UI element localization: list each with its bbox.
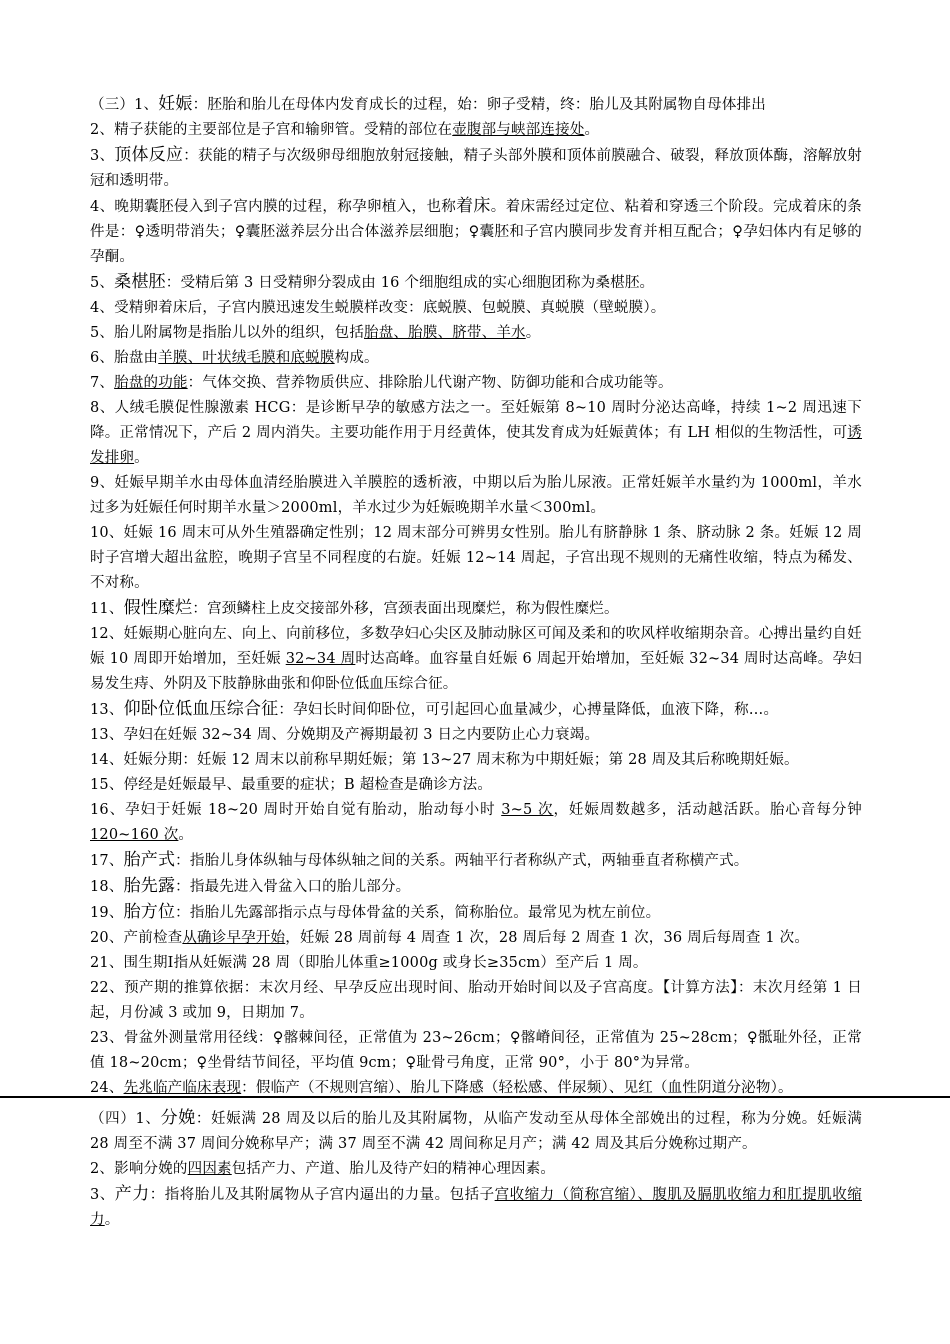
paragraph: 9、妊娠早期羊水由母体血清经胎膜进入羊膜腔的透析液，中期以后为胎儿尿液。正常妊娠羊水量约为 1000ml，羊水过多为妊娠任何时期羊水量＞2000ml，羊水过少为妊娠晚期羊水量＜300ml。: [90, 475, 862, 516]
text: 构成。: [334, 350, 379, 366]
text: 包括产力、产道、胎儿及待产妇的精神心理因素。: [231, 1161, 556, 1177]
paragraph: [90, 1182, 862, 1233]
underlined-text: 胎盘、胎膜、脐带、羊水: [364, 325, 526, 341]
text: 。: [525, 325, 541, 341]
term: 假性糜烂: [123, 598, 193, 618]
underlined-text: 先兆临产临床表现: [123, 1080, 242, 1096]
text: ：胚胎和胎儿在母体内发育成长的过程，始：卵子受精，终：胎儿及其附属物自母体排出: [192, 97, 766, 113]
text: 2、影响分娩的: [90, 1161, 188, 1177]
paragraph: [90, 1157, 862, 1182]
term: 胎先露: [123, 876, 176, 896]
text: ：气体交换、营养物质供应、排除胎儿代谢产物、防御功能和合成功能等。: [187, 375, 673, 391]
text: 。着床需经过定位、粘着和穿透三个阶段。完成着床的条件是：♀透明带消失；♀囊胚滋养层分出合体滋养层细胞；♀囊胚和子宫内膜同步发育并相互配合；♀孕妇体内有足够的孕酮。: [90, 199, 862, 265]
text: 17、: [90, 853, 124, 869]
text: 3、: [90, 1187, 115, 1203]
text: 2、精子获能的主要部位是子宫和输卵管。受精的部位在: [90, 122, 453, 138]
text: ：指胎儿身体纵轴与母体纵轴之间的关系。两轴平行者称纵产式，两轴垂直者称横产式。: [175, 853, 749, 869]
section-four: [90, 1106, 862, 1233]
paragraph: [90, 874, 862, 900]
text: 7、: [90, 375, 115, 391]
paragraph: [90, 1106, 862, 1157]
text: 11、: [90, 601, 124, 617]
underlined-text: 四因素: [187, 1161, 232, 1177]
underlined-text: 宫收缩力（简称宫缩）、腹肌及膈肌收缩力和肛提肌收缩力: [90, 1187, 862, 1228]
text: 。: [104, 1212, 120, 1228]
paragraph: [90, 118, 862, 143]
text: 5、胎儿附属物是指胎儿以外的组织，包括: [90, 325, 365, 341]
text: ：指最先进入骨盆入口的胎儿部分。: [175, 879, 411, 895]
text: ：受精后第 3 日受精卵分裂成由 16 个细胞组成的实心细胞团称为桑椹胚。: [165, 275, 655, 291]
text: 19、: [90, 905, 124, 921]
underlined-text: 120~160 次: [90, 827, 179, 843]
section-three: [90, 92, 862, 1101]
text: 。: [584, 122, 600, 138]
term: 仰卧位低血压综合征: [123, 699, 279, 719]
paragraph: [90, 396, 862, 471]
paragraph: 4、受精卵着床后，子宫内膜迅速发生蜕膜样改变：底蜕膜、包蜕膜、真蜕膜（壁蜕膜）。: [90, 300, 666, 316]
text: 时达高峰。血容量自妊娠 6 周起开始增加，至妊娠 32~34 周时达高峰。孕妇易发生痔、外阴及下肢静脉曲张和仰卧位低血压综合征。: [90, 651, 863, 692]
underlined-text: 羊膜、叶状绒毛膜和底蜕膜: [158, 350, 335, 366]
paragraph: [90, 900, 862, 926]
paragraph: [90, 143, 862, 194]
term: 顶体反应: [114, 145, 184, 165]
underlined-text: 胎盘的功能: [114, 375, 188, 391]
paragraph: 22、预产期的推算依据：末次月经、早孕反应出现时间、胎动开始时间以及子宫高度。【计算方法】：末次月经第 1 日起，月份减 3 或加 9，日期加 7。: [90, 980, 862, 1021]
text: （四）1、: [90, 1111, 161, 1127]
underlined-text: 3~5 次: [501, 802, 554, 818]
text: ：妊娠满 28 周及以后的胎儿及其附属物，从临产发动至从母体全部娩出的过程，称为分娩。妊娠满 28 周至不满 37 周间分娩称早产；满 37 周至不满 42 周间称足月产；满 42 周及其后分娩称过期产。: [90, 1111, 862, 1152]
text: ：假临产（不规则宫缩）、胎儿下降感（轻松感、伴尿频）、见红（血性阴道分泌物）。: [241, 1080, 793, 1096]
text: 4、晚期囊胚侵入到子宫内膜的过程，称孕卵植入，也称: [90, 199, 457, 215]
text: 8、人绒毛膜促性腺激素 HCG：是诊断早孕的敏感方法之一。至妊娠第 8~10 周时分泌达高峰，持续 1~2 周迅速下降。正常情况下，产后 2 周内消失。主要功能作用于月经黄体，使其发育成为妊娠黄体；有 LH 相似的生物活性，可: [90, 400, 862, 441]
paragraph: [90, 596, 862, 622]
text: ，妊娠周数越多，活动越活跃。胎心音每分钟: [553, 802, 862, 818]
section-divider: [0, 1096, 950, 1098]
term: 桑椹胚: [114, 272, 166, 292]
paragraph: [90, 194, 862, 270]
paragraph: [90, 848, 862, 874]
term: 妊娠: [158, 94, 193, 114]
paragraph: [90, 321, 862, 346]
term: 胎方位: [123, 902, 176, 922]
text: 16、孕妇于妊娠 18~20 周时开始自觉有胎动，胎动每小时: [90, 802, 502, 818]
paragraph: 10、妊娠 16 周末可从外生殖器确定性别；12 周末部分可辨男女性别。胎儿有脐静脉 1 条、脐动脉 2 条。妊娠 12 周时子宫增大超出盆腔，晚期子宫呈不同程度的右旋。妊娠 12~14 周起，子宫出现不规则的无痛性收缩，特点为稀发、不对称。: [90, 525, 862, 591]
paragraph: [90, 92, 862, 118]
text: ：获能的精子与次级卵母细胞放射冠接触，精子头部外膜和顶体前膜融合、破裂，释放顶体酶，溶解放射冠和透明带。: [90, 148, 862, 189]
text: ：指将胎儿及其附属物从子宫内逼出的力量。包括子: [149, 1187, 495, 1203]
text: ：孕妇长时间仰卧位，可引起回心血量减少，心搏量降低，血液下降，称…。: [278, 702, 779, 718]
text: 5、: [90, 275, 115, 291]
underlined-text: 从确诊早孕开始: [182, 930, 286, 946]
paragraph: 23、骨盆外测量常用径线：♀髂棘间径，正常值为 23~26cm；♀髂嵴间径，正常值为 25~28cm；♀骶耻外径，正常值 18~20cm；♀坐骨结节间径，平均值 9cm；♀耻骨弓角度，正常 90°，小于 80°为异常。: [90, 1030, 862, 1071]
text: 13、: [90, 702, 124, 718]
text: 。: [134, 450, 149, 466]
term: 产力: [114, 1184, 150, 1204]
text: 20、产前检查: [90, 930, 183, 946]
text: （三）1、: [90, 97, 159, 113]
term: 胎产式: [123, 850, 176, 870]
term: 分娩: [160, 1108, 196, 1128]
text: 18、: [90, 879, 124, 895]
text: 。: [178, 827, 194, 843]
paragraph: [90, 697, 862, 723]
paragraph: [90, 798, 862, 848]
paragraph: 14、妊娠分期：妊娠 12 周末以前称早期妊娠；第 13~27 周末称为中期妊娠；第 28 周及其后称晚期妊娠。: [90, 752, 799, 768]
paragraph: [90, 371, 862, 396]
paragraph: [90, 926, 862, 951]
underlined-text: 32~34 周: [285, 651, 356, 667]
text: 6、胎盘由: [90, 350, 159, 366]
underlined-text: 诱发排卵: [90, 425, 862, 466]
paragraph: 21、围生期Ⅰ指从妊娠满 28 周（即胎儿体重≥1000g 或身长≥35cm）至产后 1 周。: [90, 955, 648, 971]
underlined-text: 壶腹部与峡部连接处: [452, 122, 585, 138]
text: ：宫颈鳞柱上皮交接部外移，宫颈表面出现糜烂，称为假性糜烂。: [192, 601, 619, 617]
paragraph: [90, 346, 862, 371]
text: 24、: [90, 1080, 124, 1096]
paragraph: 15、停经是妊娠最早、最重要的症状；B 超检查是确诊方法。: [90, 777, 493, 793]
paragraph: 13、孕妇在妊娠 32~34 周、分娩期及产褥期最初 3 日之内要防止心力衰竭。: [90, 727, 600, 743]
paragraph: [90, 622, 862, 697]
text: ：指胎儿先露部指示点与母体骨盆的关系，简称胎位。最常见为枕左前位。: [175, 905, 661, 921]
paragraph: [90, 270, 862, 296]
text: ，妊娠 28 周前每 4 周查 1 次，28 周后每 2 周查 1 次，36 周后每周查 1 次。: [285, 930, 810, 946]
text: 12、妊娠期心脏向左、向上、向前移位，多数孕妇心尖区及肺动脉区可闻及柔和的吹风样收缩期杂音。心搏出量约自妊娠 10 周即开始增加，至妊娠: [90, 626, 862, 667]
text: 3、: [90, 148, 115, 164]
term: 着床: [456, 196, 491, 216]
